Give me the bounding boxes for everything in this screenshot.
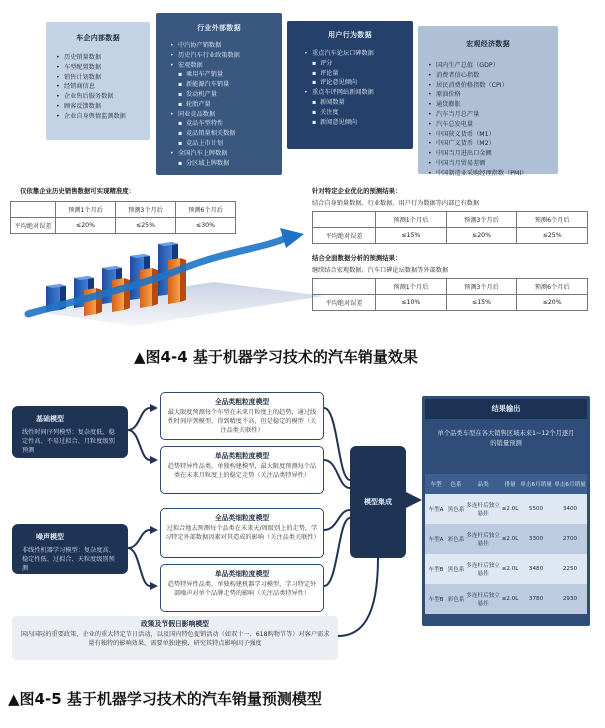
fine-single-category-desc: 趋势特异性品类，单独构建机器学习模型，学习特定外部噪声对单个品牌走势的影响（关注品类特异性） [167,581,317,597]
coarse-single-category-box [160,446,324,494]
macro-data-list [418,61,558,179]
connector-m2-to-integration [324,460,350,488]
list-item [428,90,558,100]
list-item-text: 汽车总发电量 [436,120,474,128]
table-cell: 黑色系 [447,507,465,513]
square-bullet-icon: ▪ [178,139,183,147]
list-item-text: 企业售后服务数据 [64,93,114,101]
macro-data-box [418,26,558,177]
table3-subcaption: 继续结合宏观数据、汽车口碑论坛数据等外部数据 [312,267,449,274]
table-cell: 黑色系 [447,567,465,573]
list-item [56,82,150,92]
round-bullet-icon: • [56,93,60,101]
list-item [428,100,558,110]
round-bullet-icon: • [428,91,432,99]
list-item [56,102,150,112]
result-table-header [425,474,587,494]
list-item [170,61,282,71]
list-item-text: 经销商信息 [64,83,95,91]
external-data-title: 行业外部数据 [197,24,241,32]
internal-data-list [46,53,150,122]
list-item-text: 宏观数据 [178,61,203,69]
result-header-color: 色系 [450,482,462,488]
t2-header-6m: 预测6个月后 [517,212,588,228]
table-row [425,554,587,584]
external-data-list [156,41,282,168]
list-item [170,119,282,129]
connector-noise-to-m4 [128,548,150,586]
t3-row-label: 平均绝对误差 [313,295,376,311]
t2-header-3m: 预测3个月后 [446,212,517,228]
t3-value-6m: ≤20% [517,295,588,311]
table-row [425,584,587,614]
result-header-sales-a: 单击6月销量 [520,482,552,488]
list-item [170,139,282,149]
list-item-text: 企业自身舆情监测数据 [64,112,126,120]
list-item [428,169,558,179]
fine-all-category-title: 全品类细粒度模型 [214,514,270,522]
list-item [170,129,282,139]
round-bullet-icon: • [428,120,432,128]
arrowhead-m3 [150,526,158,534]
coarse-all-category-title: 全品类粗粒度模型 [214,398,270,406]
square-bullet-icon: ▪ [178,81,183,89]
list-item [428,139,558,149]
square-bullet-icon: ▪ [178,90,183,98]
list-item-text: 评论量 [320,69,339,77]
list-item [170,80,282,90]
table-cell: 多连杆后独立悬挂 [466,563,500,577]
round-bullet-icon: • [428,130,432,138]
list-item [56,53,150,63]
list-item [170,110,282,120]
noise-model-box [12,524,128,574]
list-item [56,63,150,73]
result-header-displacement: 排量 [504,482,516,488]
list-item [304,69,413,79]
table-cell: 2700 [562,536,578,542]
arrowhead-to-output [406,492,422,508]
t3-header-empty [313,279,376,295]
result-header-model: 车型 [430,482,442,488]
square-bullet-icon: ▪ [312,98,317,106]
table-cell: 多连杆后独立悬挂 [466,533,500,547]
t1-row-label: 平均绝对误差 [11,218,56,234]
t3-header-3m: 预测3个月后 [446,279,517,295]
model-integration-label: 模型集成 [364,498,392,506]
list-item-text: 中国当月贸易差额 [436,159,486,167]
t3-value-1m: ≤10% [376,295,447,311]
list-item [428,159,558,169]
result-output-title: 结果输出 [425,399,587,419]
table-cell: 3780 [528,596,544,602]
table-cell: ≤2.0L [501,596,519,602]
round-bullet-icon: • [170,61,174,69]
list-item [428,61,558,71]
table-cell: 3400 [562,506,578,512]
list-item [304,108,413,118]
table2-caption: 针对特定企业优化的预测结果： [312,187,402,195]
base-model-desc: 线性时间序列模型：复杂度低、稳定性高、不易过拟合、月粒度级别预测 [22,429,115,454]
table-cell: 车型B [428,567,444,573]
table-cell: 多连杆后独立悬挂 [466,593,500,607]
round-bullet-icon: • [428,140,432,148]
square-bullet-icon: ▪ [312,69,317,77]
user-behavior-box [287,21,413,149]
table-cell: 2930 [562,596,578,602]
t1-value-1m: ≤20% [56,218,116,234]
list-item-text: 原油价格 [436,91,461,99]
connector-m4-to-integration [324,518,350,586]
list-item-text: 重点汽车论坛口碑数据 [312,50,374,57]
coarse-single-category-desc: 趋势特异性品类，单独构建模型，最大限度预测每个品类在未来月粒度上的稳定走势（关注品类特异性） [167,463,317,479]
square-bullet-icon: ▪ [178,159,183,167]
square-bullet-icon: ▪ [178,100,183,108]
round-bullet-icon: • [304,50,308,57]
round-bullet-icon: • [56,112,60,120]
t1-header-1m: 预测1个月后 [56,202,116,218]
table-cell: ≤2.0L [501,506,519,512]
list-item-text: 轮胎产量 [186,100,211,108]
user-behavior-title: 用户行为数据 [328,31,372,39]
connector-m1-to-integration [324,408,350,480]
square-bullet-icon: ▪ [178,71,183,79]
list-item [304,98,413,108]
fine-single-category-title: 单品类细粒度模型 [214,570,270,578]
list-item [170,41,282,51]
list-item [428,110,558,120]
growth-bars-graphic [24,228,324,326]
list-item-text: 分区域上牌数据 [186,159,230,167]
square-bullet-icon: ▪ [312,108,317,116]
list-item-text: 竞品上市计划 [186,139,224,147]
noise-model-title: 噪声模型 [36,533,64,541]
list-item-text: 全国汽车上牌数据 [178,149,228,157]
list-item-text: 通货膨胀 [436,101,461,109]
list-item [170,51,282,61]
arrowhead-m4 [150,582,158,590]
table-cell: 3300 [528,536,544,542]
list-item [428,71,558,81]
list-item-text: 中国广义货币（M2） [436,140,495,148]
result-output-panel [422,396,590,626]
list-item-text: 历史汽车行业政策数据 [178,51,240,59]
table-cell: 5500 [528,506,544,512]
round-bullet-icon: • [304,89,308,97]
round-bullet-icon: • [428,81,432,89]
list-item-text: 历史销量数据 [64,54,102,61]
list-item-text: 车型配置数据 [64,63,102,71]
list-item-text: 消费者信心指数 [436,71,480,79]
round-bullet-icon: • [428,169,432,177]
t2-header-1m: 预测1个月后 [376,212,447,228]
connector-base-to-m1 [128,408,150,430]
policy-holiday-box [12,616,338,660]
macro-data-title: 宏观经济数据 [466,40,510,48]
user-behavior-list [287,49,413,127]
list-item-text: 竞品车型特性 [186,120,224,128]
external-data-box [156,13,282,175]
list-item-text: 汽车当月总产量 [436,110,480,118]
table-row [425,494,587,524]
list-item [56,112,150,122]
connector-policy-to-integration [338,558,378,636]
square-bullet-icon: ▪ [178,130,183,138]
result-table-body [425,494,587,614]
figure-4-4-title: ▲图4-4 基于机器学习技术的汽车销量效果 [134,348,418,366]
table-row [425,524,587,554]
list-item [304,49,413,59]
round-bullet-icon: • [428,71,432,79]
t1-header-6m: 预测6个月后 [176,202,236,218]
figure-4-5-title: ▲图4-5 基于机器学习技术的汽车销量预测模型 [8,690,322,708]
list-item [170,159,282,169]
table-cell: 3480 [528,566,544,572]
list-item-text: 中国制造业采购经理指数（PMI） [436,169,528,177]
round-bullet-icon: • [428,62,432,69]
fine-all-category-desc: 过拟合地去预测每个品类在未来天/周级别上的走势，学习特定外部数据因素对其造成的影响（关注品类关联性） [165,525,320,541]
list-item [170,90,282,100]
list-item-text: 新闻数量 [320,98,345,106]
fine-single-category-box [160,564,324,612]
round-bullet-icon: • [428,110,432,118]
t1-value-3m: ≤25% [116,218,176,234]
noise-model-desc: 非线性机器学习模型：复杂度高、稳定性低、过拟合、天粒度级别预测 [22,547,115,572]
table-cell: 多连杆后独立悬挂 [466,503,500,517]
t2-header-empty [313,212,376,228]
list-item [56,73,150,83]
list-item [170,149,282,159]
list-item [428,120,558,130]
result-table [425,474,587,614]
table-cell: 彩色系 [447,537,465,543]
round-bullet-icon: • [428,101,432,109]
list-item [56,92,150,102]
list-item [428,130,558,140]
round-bullet-icon: • [428,150,432,158]
list-item-text: 发动机产量 [186,90,217,98]
round-bullet-icon: • [56,73,60,81]
square-bullet-icon: ▪ [178,120,183,128]
square-bullet-icon: ▪ [312,79,317,87]
t2-value-1m: ≤15% [376,228,447,244]
t2-value-6m: ≤25% [517,228,588,244]
coarse-all-category-desc: 最大限度预测每个车型在未来月粒度上的趋势，通过线性时间序列模型，得到精度不高，但是稳定的模型（关注品类关联性） [167,409,317,434]
table-cell: 车型B [428,597,444,603]
list-item-text: 中汽协产销数据 [178,42,222,49]
table-cell: 车型A [428,537,444,543]
table-cell: 2250 [562,566,578,572]
accuracy-table-2 [312,211,588,244]
orange-bar-3 [140,268,158,308]
result-header-sales-b: 单击6月销量 [554,482,586,488]
list-item-text: 重点车评网站新闻数据 [312,89,374,97]
square-bullet-icon: ▪ [312,59,317,67]
list-item [304,78,413,88]
result-header-category: 品类 [477,482,489,488]
internal-data-box [46,22,150,140]
base-model-title: 基础模型 [36,415,64,423]
list-item [170,70,282,80]
t3-header-1m: 预测1个月后 [376,279,447,295]
list-item [304,59,413,69]
list-item-text: 顾客反馈数据 [64,102,102,110]
table2-subcaption: 结合自身销量数据、行业数据、用户行为数据等内部已有数据 [312,200,480,207]
t1-value-6m: ≤30% [176,218,236,234]
connector-base-to-m2 [128,430,150,460]
list-item-text: 新能源汽车销量 [186,81,230,89]
coarse-all-category-box [160,392,324,440]
policy-holiday-title: 政策及节假日影响模型 [141,620,209,628]
table3-caption: 结合全面数据分析的预测结果： [312,254,402,262]
t2-row-label: 平均绝对误差 [313,228,376,244]
t3-header-6m: 预测6个月后 [517,279,588,295]
list-item-text: 国内生产总值（GDP） [436,62,499,69]
policy-holiday-desc: 国内国际的重要政策、企业的重大特定节日活动，以及国内特色促销活动（如双十一、618购物节等）对客户需求量有独特的影响效果，需要单独建模，研究其特点影响因子强度 [20,631,330,647]
square-bullet-icon: ▪ [312,118,317,126]
round-bullet-icon: • [170,42,174,49]
list-item-text: 中国当月进出口金额 [436,150,492,158]
result-output-desc: 单个品类车型在各大销售区域未来1~12个月逐月的销量预测 [437,430,575,447]
list-item [304,118,413,128]
round-bullet-icon: • [56,83,60,91]
t1-header-3m: 预测3个月后 [116,202,176,218]
list-item-text: 新闻意见倾向 [320,118,358,126]
round-bullet-icon: • [170,51,174,59]
connector-noise-to-m3 [128,530,150,548]
orange-bar-2 [112,278,130,312]
list-item [428,81,558,91]
list-item-text: 同业竞品数据 [178,110,216,118]
list-item-text: 销售计划数据 [64,73,102,81]
list-item-text: 关注度 [320,108,339,116]
table1-caption: 仅依靠企业历史销售数据可实现精准度： [20,187,136,195]
list-item-text: 居民消费价格指数（CPI） [436,81,508,89]
fine-all-category-box [160,508,324,558]
table-cell: 车型A [428,507,444,513]
model-integration-box [350,446,406,558]
list-item-text: 乘用车产销量 [186,71,224,79]
table-cell: ≤2.0L [501,536,519,542]
list-item [170,100,282,110]
table-cell: ≤2.0L [501,566,519,572]
table-cell: 彩色系 [447,597,465,603]
arrowhead-m2 [150,456,158,464]
round-bullet-icon: • [56,102,60,110]
accuracy-table-3 [312,278,588,311]
list-item-text: 评论意见倾向 [320,79,358,87]
coarse-single-category-title: 单品类粗粒度模型 [214,452,270,460]
list-item [304,88,413,98]
t3-value-3m: ≤15% [446,295,517,311]
list-item-text: 中国狭义货币（M1） [436,130,495,138]
round-bullet-icon: • [56,63,60,71]
round-bullet-icon: • [170,149,174,157]
round-bullet-icon: • [170,110,174,118]
t2-value-3m: ≤20% [446,228,517,244]
t1-header-empty [11,202,56,218]
list-item-text: 竞品销量相关数据 [186,130,236,138]
list-item-text: 评分 [320,59,333,67]
list-item [428,149,558,159]
base-model-box [12,406,128,458]
arrowhead-m1 [150,404,158,412]
round-bullet-icon: • [56,54,60,61]
round-bullet-icon: • [428,159,432,167]
internal-data-title: 车企内部数据 [76,34,120,42]
